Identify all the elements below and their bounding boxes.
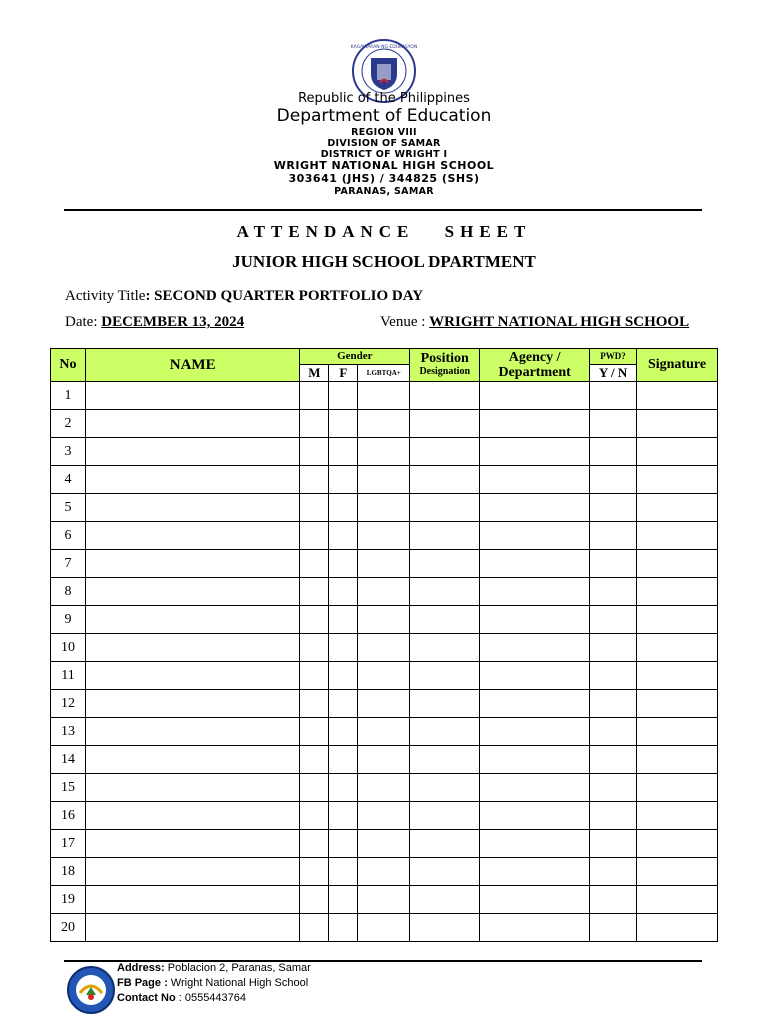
gender-f-cell[interactable]	[329, 382, 358, 410]
gender-f-cell[interactable]	[329, 774, 358, 802]
district-line: DISTRICT OF WRIGHT I	[320, 149, 448, 160]
school-logo	[66, 965, 116, 1015]
pwd-cell[interactable]	[590, 830, 637, 858]
gender-lgbtqa-cell[interactable]	[358, 858, 410, 886]
gender-m-cell[interactable]	[300, 382, 329, 410]
gender-f-cell[interactable]	[329, 494, 358, 522]
gender-lgbtqa-cell[interactable]	[358, 690, 410, 718]
signature-cell[interactable]	[637, 662, 718, 690]
signature-cell[interactable]	[637, 746, 718, 774]
agency-cell[interactable]	[480, 690, 590, 718]
pwd-cell[interactable]	[590, 746, 637, 774]
gender-m-cell[interactable]	[300, 718, 329, 746]
agency-cell[interactable]	[480, 410, 590, 438]
fb-label: FB Page :	[117, 977, 168, 989]
gender-lgbtqa-cell[interactable]	[358, 914, 410, 942]
school-codes: 303641 (JHS) / 344825 (SHS)	[288, 172, 480, 185]
table-row	[51, 718, 718, 746]
agency-cell[interactable]	[480, 858, 590, 886]
pwd-cell[interactable]	[590, 914, 637, 942]
gender-f-cell[interactable]	[329, 438, 358, 466]
row-number: 17	[51, 830, 86, 858]
seal-text: KAGAWARAN NG EDUKASYON	[351, 45, 417, 50]
signature-cell[interactable]	[637, 886, 718, 914]
fb-value: Wright National High School	[167, 977, 309, 989]
table-row	[51, 606, 718, 634]
gender-f-cell[interactable]	[329, 690, 358, 718]
position-cell[interactable]	[410, 830, 480, 858]
table-row	[51, 494, 718, 522]
table-row	[51, 522, 718, 550]
name-cell[interactable]	[85, 690, 299, 718]
gender-m-cell[interactable]	[300, 438, 329, 466]
row-number: 9	[51, 606, 86, 634]
activity-title-line	[65, 288, 423, 305]
gender-lgbtqa-cell[interactable]	[358, 802, 410, 830]
gender-m-cell[interactable]	[300, 690, 329, 718]
row-number: 13	[51, 718, 86, 746]
row-number: 12	[51, 690, 86, 718]
agency-cell[interactable]	[480, 774, 590, 802]
pwd-cell[interactable]	[590, 550, 637, 578]
table-row	[51, 690, 718, 718]
republic-line: Republic of the Philippines	[298, 91, 470, 106]
name-cell[interactable]	[85, 802, 299, 830]
footer-address	[117, 962, 311, 974]
name-cell[interactable]	[85, 914, 299, 942]
row-number: 7	[51, 550, 86, 578]
pwd-cell[interactable]	[590, 690, 637, 718]
agency-cell[interactable]	[480, 606, 590, 634]
agency-cell[interactable]	[480, 802, 590, 830]
pwd-yn-header: Y / N	[590, 365, 637, 382]
position-cell[interactable]	[410, 578, 480, 606]
table-row	[51, 438, 718, 466]
name-cell[interactable]	[85, 382, 299, 410]
row-number: 19	[51, 886, 86, 914]
gender-lgbtqa-cell[interactable]	[358, 494, 410, 522]
signature-cell[interactable]	[637, 914, 718, 942]
gender-lgbtqa-cell[interactable]	[358, 718, 410, 746]
venue-value: WRIGHT NATIONAL HIGH SCHOOL	[429, 314, 690, 330]
position-cell[interactable]	[410, 662, 480, 690]
position-label: Position	[420, 351, 469, 366]
gender-lgbtqa-cell[interactable]	[358, 606, 410, 634]
gender-lgbtqa-cell[interactable]	[358, 774, 410, 802]
venue-label: Venue :	[380, 314, 430, 330]
row-number: 1	[51, 382, 86, 410]
gender-m-cell[interactable]	[300, 550, 329, 578]
col-name-header: NAME	[85, 349, 299, 382]
gender-f-cell[interactable]	[329, 522, 358, 550]
gender-f-cell[interactable]	[329, 718, 358, 746]
pwd-cell[interactable]	[590, 634, 637, 662]
position-cell[interactable]	[410, 494, 480, 522]
name-cell[interactable]	[85, 522, 299, 550]
department-name: Department of Education	[276, 106, 492, 126]
gender-m-cell[interactable]	[300, 746, 329, 774]
gender-f-cell[interactable]	[329, 662, 358, 690]
gender-lgbtqa-cell[interactable]	[358, 578, 410, 606]
gender-f-cell[interactable]	[329, 886, 358, 914]
footer-contact	[117, 992, 246, 1004]
gender-m-cell[interactable]	[300, 494, 329, 522]
gender-f-cell[interactable]	[329, 578, 358, 606]
agency-cell[interactable]	[480, 494, 590, 522]
table-row	[51, 774, 718, 802]
agency-cell[interactable]	[480, 634, 590, 662]
page-subtitle: JUNIOR HIGH SCHOOL DPARTMENT	[232, 252, 536, 271]
gender-lgbtqa-cell[interactable]	[358, 662, 410, 690]
position-cell[interactable]	[410, 802, 480, 830]
page-title: ATTENDANCE SHEET	[236, 222, 532, 241]
division-line: DIVISION OF SAMAR	[327, 138, 441, 149]
contact-value: : 0555443764	[175, 992, 247, 1004]
table-row	[51, 802, 718, 830]
table-row	[51, 886, 718, 914]
gender-m-cell[interactable]	[300, 466, 329, 494]
pwd-cell[interactable]	[590, 410, 637, 438]
pwd-cell[interactable]	[590, 466, 637, 494]
gender-f-cell[interactable]	[329, 550, 358, 578]
gender-m-cell[interactable]	[300, 914, 329, 942]
pwd-cell[interactable]	[590, 774, 637, 802]
name-cell[interactable]	[85, 662, 299, 690]
pwd-cell[interactable]	[590, 718, 637, 746]
signature-cell[interactable]	[637, 634, 718, 662]
name-cell[interactable]	[85, 410, 299, 438]
gender-f-cell[interactable]	[329, 858, 358, 886]
contact-label: Contact No	[117, 992, 176, 1004]
row-number: 16	[51, 802, 86, 830]
name-cell[interactable]	[85, 858, 299, 886]
position-cell[interactable]	[410, 690, 480, 718]
position-cell[interactable]	[410, 634, 480, 662]
col-signature-header: Signature	[637, 349, 718, 382]
name-cell[interactable]	[85, 774, 299, 802]
row-number: 8	[51, 578, 86, 606]
gender-f-cell[interactable]	[329, 606, 358, 634]
row-number: 14	[51, 746, 86, 774]
pwd-cell[interactable]	[590, 578, 637, 606]
gender-m-cell[interactable]	[300, 606, 329, 634]
gender-lgbtqa-cell[interactable]	[358, 746, 410, 774]
date-value: DECEMBER 13, 2024	[101, 314, 245, 330]
row-number: 4	[51, 466, 86, 494]
position-cell[interactable]	[410, 718, 480, 746]
date-label: Date:	[65, 314, 102, 330]
signature-cell[interactable]	[637, 774, 718, 802]
row-number: 5	[51, 494, 86, 522]
gender-lgbtqa-cell[interactable]	[358, 410, 410, 438]
row-number: 2	[51, 410, 86, 438]
position-cell[interactable]	[410, 522, 480, 550]
gender-m-cell[interactable]	[300, 774, 329, 802]
agency-cell[interactable]	[480, 718, 590, 746]
pwd-cell[interactable]	[590, 606, 637, 634]
department-label: Department	[498, 365, 571, 380]
agency-cell[interactable]	[480, 522, 590, 550]
col-pwd-header: PWD?	[590, 349, 637, 365]
gender-f-cell[interactable]	[329, 802, 358, 830]
signature-cell[interactable]	[637, 606, 718, 634]
table-row	[51, 382, 718, 410]
gender-m-cell[interactable]	[300, 410, 329, 438]
signature-cell[interactable]	[637, 690, 718, 718]
row-number: 20	[51, 914, 86, 942]
gender-m-cell[interactable]	[300, 858, 329, 886]
gender-m-cell[interactable]	[300, 886, 329, 914]
gender-m-cell[interactable]	[300, 522, 329, 550]
signature-cell[interactable]	[637, 858, 718, 886]
gender-f-header: F	[329, 365, 358, 382]
gender-lgbtqa-cell[interactable]	[358, 634, 410, 662]
gender-lgbtqa-header: LGBTQA+	[358, 365, 410, 382]
agency-cell[interactable]	[480, 746, 590, 774]
agency-cell[interactable]	[480, 830, 590, 858]
name-cell[interactable]	[85, 578, 299, 606]
agency-cell[interactable]	[480, 466, 590, 494]
gender-m-cell[interactable]	[300, 662, 329, 690]
position-cell[interactable]	[410, 858, 480, 886]
gender-f-cell[interactable]	[329, 914, 358, 942]
gender-m-cell[interactable]	[300, 830, 329, 858]
position-cell[interactable]	[410, 438, 480, 466]
agency-cell[interactable]	[480, 382, 590, 410]
signature-cell[interactable]	[637, 438, 718, 466]
pwd-cell[interactable]	[590, 802, 637, 830]
gender-f-cell[interactable]	[329, 410, 358, 438]
gender-m-cell[interactable]	[300, 802, 329, 830]
gender-m-header: M	[300, 365, 329, 382]
row-number: 11	[51, 662, 86, 690]
row-number: 15	[51, 774, 86, 802]
row-number: 3	[51, 438, 86, 466]
name-cell[interactable]	[85, 438, 299, 466]
signature-cell[interactable]	[637, 410, 718, 438]
table-row	[51, 746, 718, 774]
date-line	[65, 314, 244, 331]
position-cell[interactable]	[410, 774, 480, 802]
position-cell[interactable]	[410, 746, 480, 774]
col-agency-header	[480, 349, 590, 382]
table-row	[51, 410, 718, 438]
table-row	[51, 550, 718, 578]
col-no-header: No	[51, 349, 86, 382]
signature-cell[interactable]	[637, 578, 718, 606]
table-row	[51, 662, 718, 690]
pwd-cell[interactable]	[590, 382, 637, 410]
table-row	[51, 830, 718, 858]
address-value: Poblacion 2, Paranas, Samar	[164, 962, 311, 974]
name-cell[interactable]	[85, 606, 299, 634]
table-row	[51, 914, 718, 942]
signature-cell[interactable]	[637, 802, 718, 830]
venue-line	[380, 314, 689, 331]
pwd-cell[interactable]	[590, 886, 637, 914]
attendance-table	[50, 348, 718, 942]
gender-m-cell[interactable]	[300, 578, 329, 606]
gender-lgbtqa-cell[interactable]	[358, 522, 410, 550]
school-name: WRIGHT NATIONAL HIGH SCHOOL	[273, 159, 495, 172]
position-cell[interactable]	[410, 886, 480, 914]
activity-label: Activity Title	[65, 288, 146, 304]
agency-cell[interactable]	[480, 914, 590, 942]
col-position-header	[410, 349, 480, 382]
gender-lgbtqa-cell[interactable]	[358, 382, 410, 410]
gender-m-cell[interactable]	[300, 634, 329, 662]
signature-cell[interactable]	[637, 522, 718, 550]
name-cell[interactable]	[85, 886, 299, 914]
region-line: REGION VIII	[351, 127, 417, 138]
header-divider	[64, 209, 702, 211]
agency-cell[interactable]	[480, 662, 590, 690]
gender-f-cell[interactable]	[329, 746, 358, 774]
agency-cell[interactable]	[480, 438, 590, 466]
signature-cell[interactable]	[637, 466, 718, 494]
agency-label: Agency /	[508, 350, 561, 365]
pwd-cell[interactable]	[590, 662, 637, 690]
agency-cell[interactable]	[480, 550, 590, 578]
gender-lgbtqa-cell[interactable]	[358, 550, 410, 578]
gender-lgbtqa-cell[interactable]	[358, 438, 410, 466]
name-cell[interactable]	[85, 466, 299, 494]
row-number: 10	[51, 634, 86, 662]
table-row	[51, 578, 718, 606]
designation-label: Designation	[419, 366, 470, 377]
gender-lgbtqa-cell[interactable]	[358, 830, 410, 858]
name-cell[interactable]	[85, 494, 299, 522]
gender-f-cell[interactable]	[329, 830, 358, 858]
name-cell[interactable]	[85, 550, 299, 578]
position-cell[interactable]	[410, 606, 480, 634]
activity-value: : SECOND QUARTER PORTFOLIO DAY	[145, 288, 424, 304]
pwd-cell[interactable]	[590, 522, 637, 550]
pwd-cell[interactable]	[590, 858, 637, 886]
signature-cell[interactable]	[637, 550, 718, 578]
name-cell[interactable]	[85, 746, 299, 774]
table-row	[51, 634, 718, 662]
position-cell[interactable]	[410, 914, 480, 942]
position-cell[interactable]	[410, 550, 480, 578]
signature-cell[interactable]	[637, 830, 718, 858]
footer-fb	[117, 977, 308, 989]
row-number: 6	[51, 522, 86, 550]
position-cell[interactable]	[410, 466, 480, 494]
pwd-cell[interactable]	[590, 494, 637, 522]
name-cell[interactable]	[85, 830, 299, 858]
position-cell[interactable]	[410, 410, 480, 438]
gender-lgbtqa-cell[interactable]	[358, 466, 410, 494]
position-cell[interactable]	[410, 382, 480, 410]
table-row	[51, 858, 718, 886]
gender-lgbtqa-cell[interactable]	[358, 886, 410, 914]
agency-cell[interactable]	[480, 886, 590, 914]
place-line: PARANAS, SAMAR	[334, 186, 434, 197]
signature-cell[interactable]	[637, 382, 718, 410]
col-gender-header: Gender	[300, 349, 410, 365]
gender-f-cell[interactable]	[329, 466, 358, 494]
name-cell[interactable]	[85, 718, 299, 746]
gender-f-cell[interactable]	[329, 634, 358, 662]
name-cell[interactable]	[85, 634, 299, 662]
agency-cell[interactable]	[480, 578, 590, 606]
address-label: Address:	[117, 962, 165, 974]
row-number: 18	[51, 858, 86, 886]
pwd-cell[interactable]	[590, 438, 637, 466]
signature-cell[interactable]	[637, 494, 718, 522]
table-row	[51, 466, 718, 494]
signature-cell[interactable]	[637, 718, 718, 746]
